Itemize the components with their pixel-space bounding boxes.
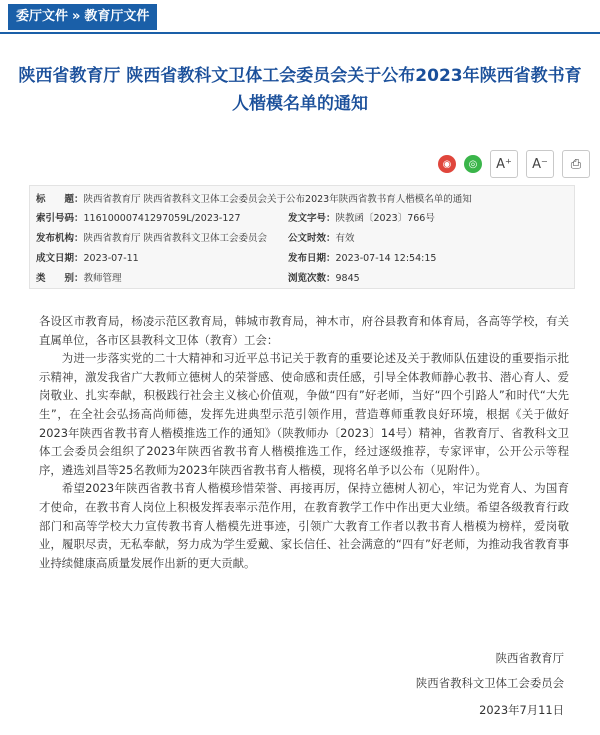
meta-row-issuer xyxy=(36,230,267,244)
meta-index-label: 索引号码： xyxy=(36,213,84,224)
meta-category-label: 类 别： xyxy=(36,273,84,284)
body-salutation: 各设区市教育局，杨凌示范区教育局，韩城市教育局，神木市，府谷县教育和体育局，各高等学校，有关直属单位，各市区县教科文卫体（教育）工会： xyxy=(39,314,569,347)
breadcrumb-item-education-documents[interactable]: 教育厅文件 xyxy=(84,9,150,24)
weibo-share-icon[interactable]: ◉ xyxy=(438,155,456,173)
meta-status-value: 有效 xyxy=(335,233,355,244)
meta-title-label: 标 题： xyxy=(36,194,84,205)
meta-row-pubdate xyxy=(288,250,436,264)
body-paragraph-2: 希望2023年陕西省教书育人楷模珍惜荣誉、再接再厉，保持立德树人初心，牢记为党育人、为国育才使命，在教书育人岗位上积极发挥表率示范作用，在教育教学工作中作出更大业绩。希望各级教育行政部门和高等学校大力宣传教书育人楷模先进事迹，引领广大教育工作者以教书育人楷模为榜样，爱岗敬业，履职尽责，无私奉献，努力成为学生爱戴、家长信任、社会满意的“四有”好老师，为推动我省教育事业持续健康高质量发展作出新的更大贡献。 xyxy=(39,481,569,570)
meta-index-value: 11610000741297059L/2023-127 xyxy=(83,213,241,224)
meta-title-value: 陕西省教育厅 陕西省教科文卫体工会委员会关于公布2023年陕西省教书育人楷模名单的通知 xyxy=(83,194,472,205)
meta-date-label: 成文日期： xyxy=(36,253,84,264)
meta-pubdate-label: 发布日期： xyxy=(288,253,336,264)
breadcrumb-item-office-documents[interactable]: 委厅文件 xyxy=(16,9,69,24)
meta-row-views xyxy=(288,270,360,284)
body-paragraph-1: 为进一步落实党的二十大精神和习近平总书记关于教育的重要论述及关于教师队伍建设的重要指示批示精神，激发我省广大教师立德树人的荣誉感、使命感和责任感，引导全体教师静心教书、潜心育人、爱岗敬业、扎实奉献，积极践行社会主义核心价值观，争做“四有”好老师，当好“四个引路人”和时代“大先生”，在全社会弘扬高尚师德，发挥先进典型示范引领作用，营造尊师重教良好环境，根据《关于做好2023年陕西省教书育人楷模推选工作的通知》（陕教师办〔2023〕14号）精神，省教育厅、省教科文卫体工会委员会组织了2023年陕西省教书育人楷模推选工作，经过逐级推荐，专家评审，公开公示等程序，遴选刘昌等25名教师为2023年陕西省教书育人楷模，现将名单予以公布（见附件）。 xyxy=(39,351,569,477)
meta-status-label: 公文时效： xyxy=(288,233,336,244)
page-title: 陕西省教育厅 陕西省教科文卫体工会委员会关于公布2023年陕西省教书育人楷模名单的通知 xyxy=(18,66,582,114)
breadcrumb xyxy=(8,4,157,30)
signature-org-1: 陕西省教育厅 xyxy=(495,651,564,665)
meta-issuer-value: 陕西省教育厅 陕西省教科文卫体工会委员会 xyxy=(83,233,268,244)
document-body xyxy=(39,312,569,572)
signature-org-2: 陕西省教科文卫体工会委员会 xyxy=(415,676,564,690)
print-button[interactable]: ⎙ xyxy=(562,150,590,178)
signature-date: 2023年7月11日 xyxy=(479,703,564,717)
breadcrumb-separator: » xyxy=(72,9,81,24)
document-meta-box xyxy=(29,185,575,289)
font-smaller-button[interactable]: A⁻ xyxy=(526,150,554,178)
meta-pubdate-value: 2023-07-14 12:54:15 xyxy=(335,253,437,264)
font-larger-button[interactable]: A⁺ xyxy=(490,150,518,178)
meta-views-value: 9845 xyxy=(335,273,360,284)
meta-issuer-label: 发布机构： xyxy=(36,233,84,244)
meta-row-title xyxy=(36,191,472,205)
wechat-share-icon[interactable]: ◎ xyxy=(464,155,482,173)
meta-date-value: 2023-07-11 xyxy=(83,253,139,264)
meta-docno-value: 陕教函〔2023〕766号 xyxy=(335,213,435,224)
meta-category-value: 教师管理 xyxy=(83,273,122,284)
meta-row-docno xyxy=(288,210,435,224)
meta-row-date xyxy=(36,250,139,264)
meta-views-label: 浏览次数： xyxy=(288,273,336,284)
meta-docno-label: 发文字号： xyxy=(288,213,336,224)
toolbar xyxy=(438,150,590,178)
meta-row-status xyxy=(288,230,355,244)
meta-row-index xyxy=(36,210,241,224)
meta-row-category xyxy=(36,270,122,284)
top-bar xyxy=(0,0,600,34)
